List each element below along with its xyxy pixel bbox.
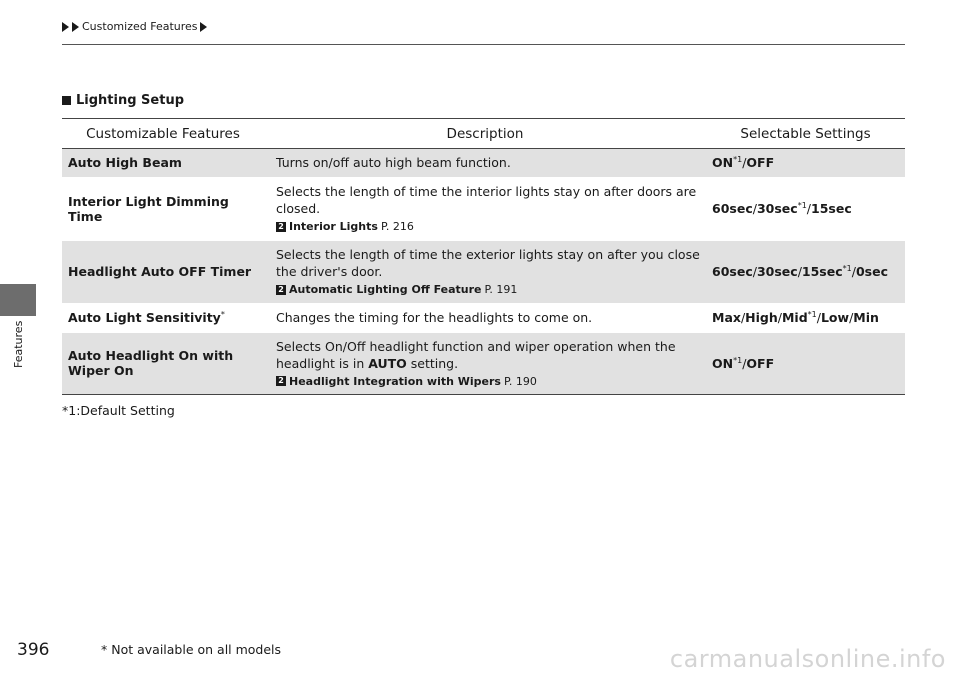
watermark: carmanualsonline.info [669,645,946,673]
table-row [62,149,905,177]
table-row [62,303,905,333]
feature-name: Interior Light Dimming Time [68,193,229,224]
section-title [62,93,184,108]
reference-arrow-icon: 2 [276,222,286,232]
feature-name: Headlight Auto OFF Timer [62,241,264,303]
feature-description: Selects the length of time the exterior lights stay on after you close the driver's door. 2 Automatic Lighting Off Feature P. 191 [264,241,706,303]
triangle-right-icon [62,22,69,32]
feature-name: Auto High Beam [62,149,264,177]
header-divider [62,44,905,45]
page-reference-link[interactable]: 2 Headlight Integration with Wipers P. 190 [276,374,700,389]
selectable-settings: Max/High/Mid$^{*1}$/Low/Min [712,309,879,326]
triangle-right-icon [200,22,207,32]
table-row [62,333,905,395]
feature-description: Changes the timing for the headlights to come on. [276,310,593,325]
square-bullet-icon [62,96,71,105]
settings-table [62,118,905,395]
header-customizable-features: Customizable Features [62,119,264,149]
breadcrumb [62,20,208,33]
table-row [62,241,905,303]
section-tab-marker [0,284,36,316]
reference-arrow-icon: 2 [276,285,286,295]
reference-arrow-icon: 2 [276,376,286,386]
breadcrumb-label[interactable]: Customized Features [82,20,198,33]
side-section-label: Features [12,320,25,368]
selectable-settings: $60\sec/30\sec/15\sec^{*1}/0\sec$ [706,241,905,303]
page-reference-link[interactable]: 2 Interior Lights P. 216 [276,219,700,234]
page-reference-link[interactable]: 2 Automatic Lighting Off Feature P. 191 [276,282,700,297]
section-title-text: Lighting Setup [76,93,185,108]
header-description: Description [264,119,706,149]
table-header-row [62,119,905,149]
page-number: 396 [17,640,50,660]
default-setting-footnote: *1:Default Setting [62,403,175,418]
triangle-right-icon [72,22,79,32]
availability-note: * Not available on all models [101,642,282,657]
selectable-settings: $60\sec/30\sec^{*1}/15\sec$ [712,200,852,217]
feature-description: Selects the length of time the interior lights stay on after doors are closed. 2 Interior Lights P. 216 [264,177,706,241]
selectable-settings: ON$^{*1}$/OFF [706,149,905,177]
header-selectable-settings: Selectable Settings [706,119,905,149]
table-row [62,177,905,241]
feature-name: Auto Light Sensitivity* [68,309,225,326]
feature-description: Selects On/Off headlight function and wiper operation when the headlight is in AUTO setting. 2 Headlight Integration with Wipers P. 190 [264,333,706,395]
selectable-settings: ON$^{*1}$/OFF [706,333,905,395]
feature-name: Auto Headlight On with Wiper On [62,333,264,395]
feature-description: Turns on/off auto high beam function. [264,149,706,177]
